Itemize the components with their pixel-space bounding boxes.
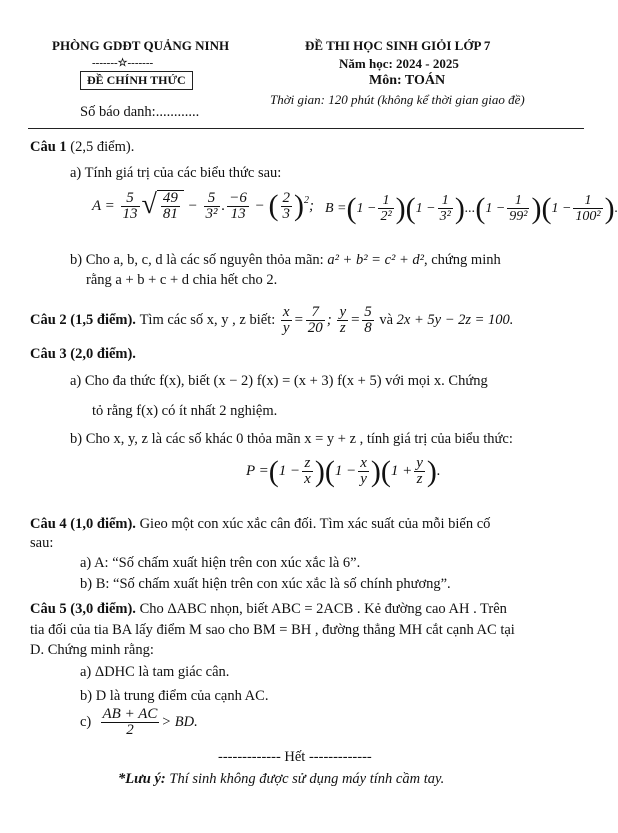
q2-line: Câu 2 (1,5 điểm). Tìm các số x, y , z biết: $\frac{x}{y}$ = $\frac{7}{20}$ ; $\frac{y}{z}$ = $\frac{5}{8}$ và 2x + 5y − 2z = 100. [30,304,514,336]
q5c-label: c) [80,714,92,730]
q5c-numerator: AB + AC [102,706,158,722]
q1a-expression-a: A = $\frac{5}{13}$ √ $\frac{49}{81}$ − $\frac{5}{\text{3²}}$ . $\frac{-6}{13}$ − ( $\frac{2}{3}$ ) $^2$ ; [92,189,315,222]
q1b-line2: rằng a + b + c + d chia hết cho 2. [86,272,278,288]
header-stars: -------☆------- [92,57,154,69]
q1-title: Câu 1 [30,139,67,155]
q1b-tail: , chứng minh [424,252,501,268]
q5-text: Cho ΔABC nhọn, biết ABC = 2ACB . Kẻ đường cao AH . Trên [139,601,507,617]
q1a-expression-b: B = ( 1 − $\frac{1}{\text{2²}}$ ) ( 1 − $\frac{1}{\text{3²}}$ ) ... ( 1 − $\frac{1}{\text{99²}}$ ) ( 1 − $\frac{1}{\text{100²}}$ ) . [325,191,618,225]
note-text: Thí sinh không được sử dụng máy tính cầm tay. [169,771,445,787]
q5c-denominator: 2 [126,722,134,738]
q5-line3: D. Chứng minh rằng: [30,642,154,658]
q3a-line2: tỏ rằng f(x) có ít nhất 2 nghiệm. [92,403,278,419]
q2-title: Câu 2 [30,312,67,328]
q5c-tail: > BD. [161,714,198,730]
q3b-expression-p: P = ( 1 − $\frac{z}{x}$ ) ( 1 − $\frac{x}{y}$ ) ( 1 + $\frac{y}{z}$ ) . [246,454,441,488]
q4-title: Câu 4 [30,516,67,532]
note-label: *Lưu ý: [118,771,166,787]
education-office: PHÒNG GDĐT QUẢNG NINH [52,38,230,53]
header-separator [28,128,584,129]
q5-points: (3,0 điểm). [70,601,136,617]
q2-tail: 2x + 5y − 2z = 100. [396,312,514,328]
footer-note [118,771,444,788]
q4a: a) A: “Số chấm xuất hiện trên con xúc xắc là 6”. [80,555,361,571]
q1-heading [30,139,134,156]
q4b: b) B: “Số chấm xuất hiện trên con xúc xắc là số chính phương”. [80,576,451,592]
end-marker: ------------- Hết ------------- [218,749,372,765]
q2-frac-5-8: $\frac{5}{8}$ [364,304,372,336]
time-note: Thời gian: 120 phút (không kể thời gian giao đề) [270,92,525,107]
q5-title: Câu 5 [30,601,67,617]
q2-frac-xy: $\frac{x}{y}$ [282,304,290,336]
q1-points: (2,5 điểm). [70,139,135,155]
q5c-fraction [101,707,160,738]
q2-text: Tìm các số x, y , z biết: [139,312,276,328]
exam-title: ĐỀ THI HỌC SINH GIỎI LỚP 7 [305,38,491,53]
q1b-expression: a² + b² = c² + d² [327,252,424,268]
q3-title: Câu 3 [30,346,67,362]
q3-heading [30,346,136,363]
subject: Môn: TOÁN [369,73,446,88]
q5b: b) D là trung điểm của cạnh AC. [80,688,269,704]
q4-line1 [30,516,490,533]
school-year: Năm học: 2024 - 2025 [339,56,459,71]
q4-line2: sau: [30,535,54,551]
q3a-line1: a) Cho đa thức f(x), biết (x − 2) f(x) = (x + 3) f(x + 5) với mọi x. Chứng [70,373,488,389]
q5-line1 [30,601,507,618]
q5-line2: tia đối của tia BA lấy điểm M sao cho BM = BH , đường thẳng MH cắt cạnh AC tại [30,622,515,638]
q1a-text: a) Tính giá trị của các biểu thức sau: [70,165,282,181]
q3b-line1: b) Cho x, y, z là các số khác 0 thỏa mãn x = y + z , tính giá trị của biểu thức: [70,431,513,447]
q1b-line1 [70,252,501,269]
q3-points: (2,0 điểm). [70,346,136,362]
q2-frac-7-20: $\frac{7}{20}$ [307,304,323,336]
official-label: ĐỀ CHÍNH THỨC [80,71,193,90]
q5a: a) ΔDHC là tam giác cân. [80,664,230,680]
q5c [80,707,198,738]
q1b-text: b) Cho a, b, c, d là các số nguyên thỏa mãn: [70,252,324,268]
q2-frac-yz: $\frac{y}{z}$ [339,304,347,336]
q4-text: Gieo một con xúc xắc cân đối. Tìm xác suất của mỗi biến cố [139,516,491,532]
q2-points: (1,5 điểm). [70,312,136,328]
candidate-number: Số báo danh:............ [80,104,200,120]
q4-points: (1,0 điểm). [70,516,136,532]
